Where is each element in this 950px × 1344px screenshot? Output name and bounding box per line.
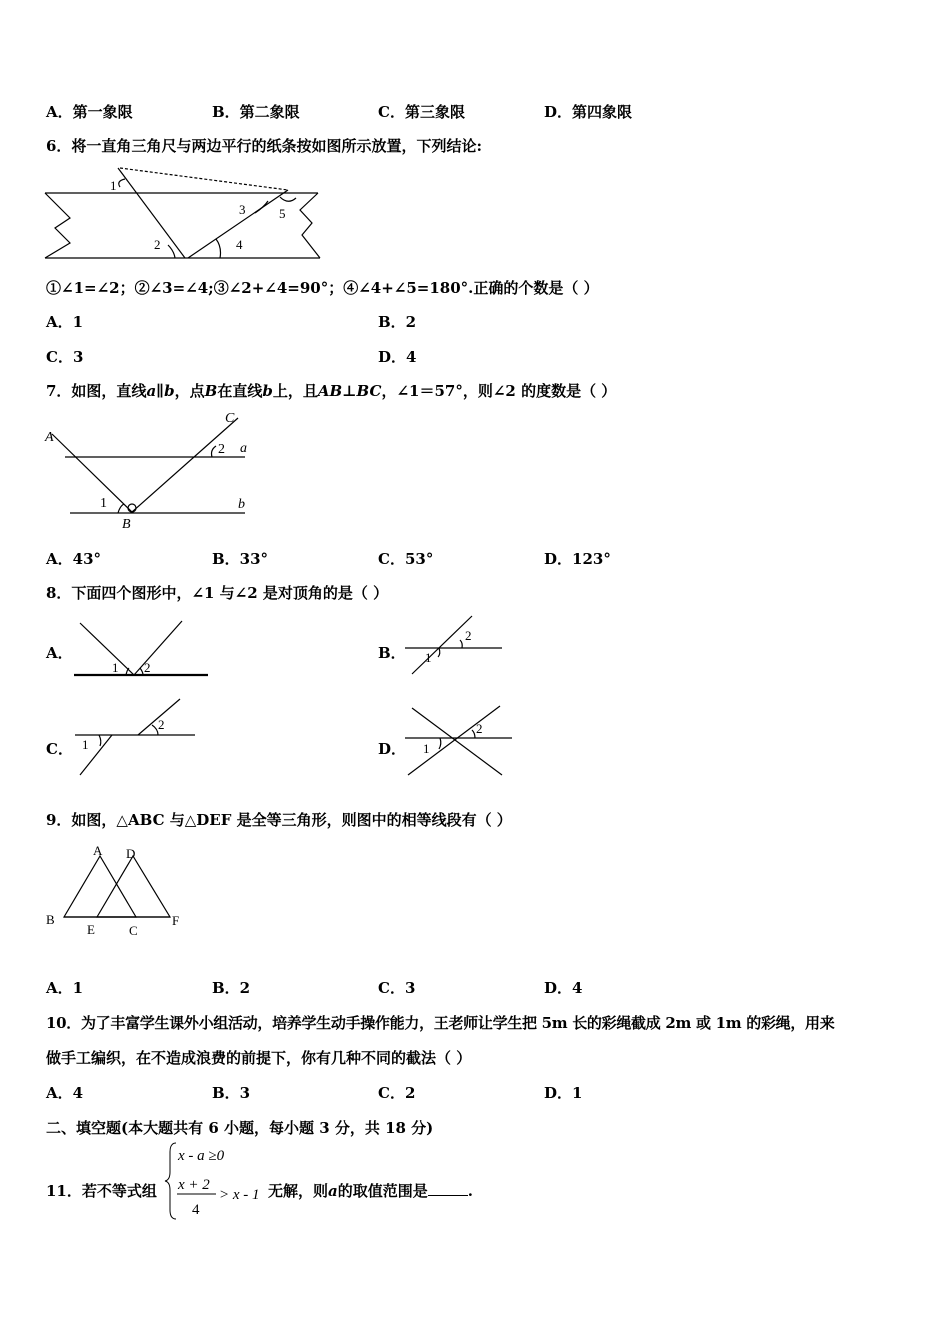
q10-option-d: D．1 (544, 1084, 583, 1102)
q8-a-label-2: 2 (144, 660, 151, 675)
q9-option-b: B．2 (212, 979, 251, 997)
q10-option-a: A．4 (46, 1084, 84, 1102)
q7-label-c-point: C (225, 411, 235, 426)
q6-strip-right-zigzag (300, 193, 320, 258)
q6-angle-1-arc (119, 179, 125, 187)
q7-right-angle-mark (128, 504, 136, 512)
q8-d-label-2: 2 (476, 721, 483, 736)
q6-angle-4-arc (216, 239, 221, 258)
q8-figure-d (400, 703, 515, 778)
q6-label-3: 3 (239, 202, 246, 217)
q7-label-angle-2: 2 (218, 442, 225, 457)
q8-b-label-2: 2 (465, 628, 472, 643)
q8-figure-a (70, 618, 215, 683)
q8-b-label-1: 1 (425, 650, 432, 665)
q6-figure (40, 165, 330, 265)
q6-strip-left-zigzag (45, 193, 70, 258)
q9-label-f: F (172, 913, 180, 928)
q11-frac-num: x + 2 (178, 1177, 210, 1193)
q9-option-c: C．3 (378, 979, 416, 997)
q7-angle-1-arc (118, 504, 124, 513)
q6-conclusions: ①∠1=∠2；②∠3=∠4;③∠2+∠4=90°；④∠4+∠5=180°.正确的个数是（ ） (46, 279, 599, 297)
q6-option-d: D．4 (378, 348, 417, 366)
q7-option-c: C．53° (378, 550, 434, 568)
q7-label-line-a: a (240, 441, 247, 456)
q10-option-b: B．3 (212, 1084, 251, 1102)
q8-figure-b (400, 612, 510, 677)
q8-option-a-letter: A． (46, 644, 73, 662)
q8-a-label-1: 1 (112, 660, 119, 675)
q6-option-c: C．3 (46, 348, 84, 366)
q6-label-4: 4 (236, 237, 243, 252)
q9-figure (40, 842, 190, 942)
q8-figure-c (70, 695, 205, 780)
q8-option-b-letter: B． (378, 644, 406, 662)
q5-option-c: C．第三象限 (378, 103, 465, 121)
q5-option-a: A．第一象限 (46, 103, 133, 121)
q11-ineq1: x - a ≥0 (178, 1148, 225, 1164)
q11-suffix: 无解，则a的取值范围是 . (268, 1182, 473, 1200)
q7-label-a-point: A (45, 430, 54, 445)
q6-triangle-leg-left (118, 168, 185, 258)
q7-option-a: A．43° (46, 550, 102, 568)
q9-label-c: C (129, 923, 138, 938)
q9-option-a: A．1 (46, 979, 84, 997)
q11-frac-den: 4 (192, 1202, 200, 1218)
q10-option-c: C．2 (378, 1084, 416, 1102)
q11-brace (165, 1143, 176, 1219)
q9-triangle-def (97, 856, 170, 917)
q8-option-d-letter: D． (378, 740, 407, 758)
q7-segment-ab (52, 434, 132, 512)
q9-triangle-abc (64, 856, 136, 917)
q6-label-2: 2 (154, 237, 161, 252)
q6-angle-5-arc (280, 197, 296, 201)
q6-angle-3-arc (255, 201, 268, 213)
q7-label-b-point: B (122, 517, 131, 532)
q6-angle-2-arc (168, 245, 175, 258)
q5-option-b: B．第二象限 (212, 103, 300, 121)
q7-option-b: B．33° (212, 550, 269, 568)
q9-label-e: E (87, 922, 95, 937)
q6-stem: 6．将一直角三角尺与两边平行的纸条按如图所示放置，下列结论: (46, 137, 482, 155)
q9-stem: 9．如图，△ABC 与△DEF 是全等三角形，则图中的相等线段有（ ） (46, 811, 512, 829)
q11-answer-blank[interactable] (428, 1181, 468, 1196)
q6-label-1: 1 (110, 178, 117, 193)
q11-prefix: 11．若不等式组 (46, 1182, 157, 1200)
q5-option-d: D．第四象限 (544, 103, 633, 121)
q8-stem: 8．下面四个图形中，∠1 与∠2 是对顶角的是（ ） (46, 584, 389, 602)
q7-label-line-b: b (238, 497, 245, 512)
q9-label-b: B (46, 912, 55, 927)
section2-title: 二、填空题(本大题共有 6 小题，每小题 3 分，共 18 分) (46, 1119, 434, 1137)
q7-angle-2-arc (212, 446, 217, 457)
q8-d-label-1: 1 (423, 741, 430, 756)
q6-option-b: B．2 (378, 313, 417, 331)
q6-triangle-top-dashed (120, 168, 288, 190)
q9-label-a: A (93, 843, 103, 858)
q6-label-5: 5 (279, 206, 286, 221)
q8-c-label-1: 1 (82, 737, 89, 752)
q6-option-a: A．1 (46, 313, 84, 331)
q10-stem-line1: 10．为了丰富学生课外小组活动，培养学生动手操作能力，王老师让学生把 5m 长的彩绳截成 2m 或 1m 的彩绳，用来 (46, 1014, 835, 1032)
q9-option-d: D．4 (544, 979, 583, 997)
q7-label-angle-1: 1 (100, 496, 107, 511)
q11-system (164, 1140, 274, 1222)
q7-option-d: D．123° (544, 550, 611, 568)
q7-figure (40, 408, 260, 533)
q11-ineq2-rhs: > x - 1 (219, 1187, 260, 1203)
q7-stem: 7．如图，直线a∥b，点B在直线b上，且AB⊥BC，∠1＝57°，则∠2 的度数是（ ） (46, 382, 617, 400)
q10-stem-line2: 做手工编织，在不造成浪费的前提下，你有几种不同的截法（ ） (46, 1049, 472, 1067)
q8-option-c-letter: C． (46, 740, 73, 758)
q7-segment-bc (132, 418, 238, 512)
q8-c-label-2: 2 (158, 717, 165, 732)
q9-label-d: D (126, 846, 136, 861)
